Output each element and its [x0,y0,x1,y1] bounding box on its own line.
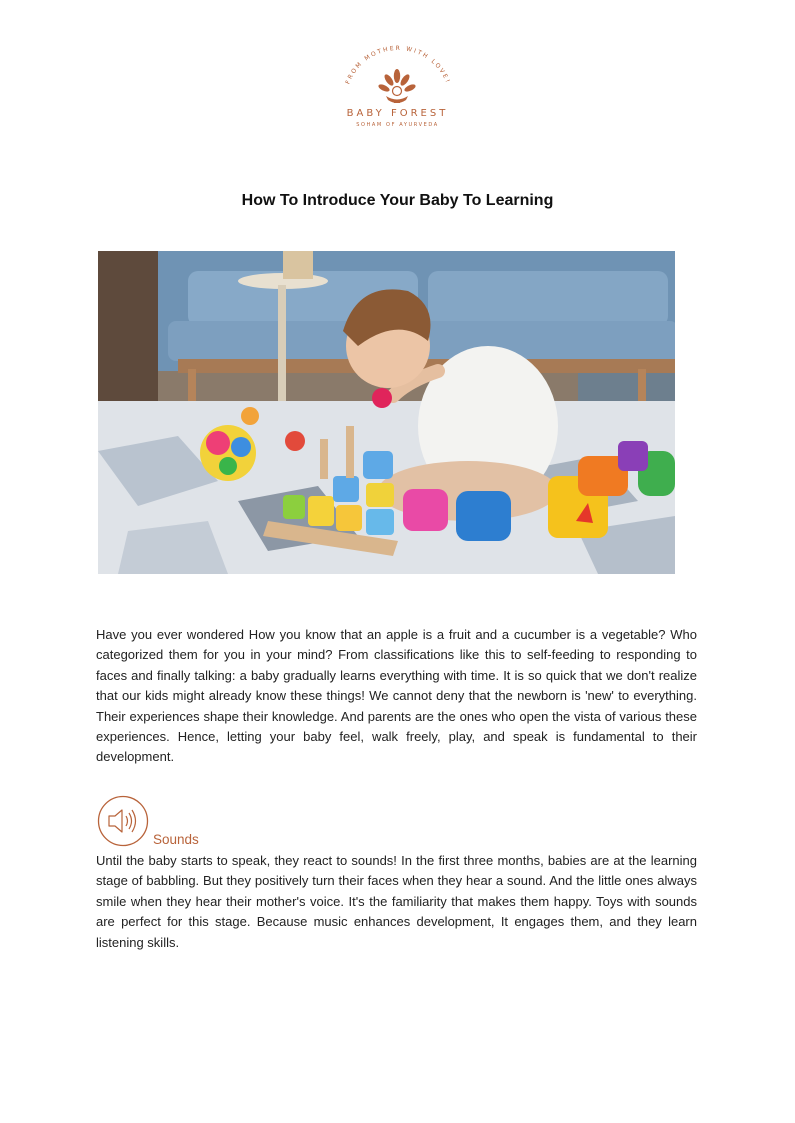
intro-paragraph: Have you ever wondered How you know that an apple is a fruit and a cucumber is a vegetable? Who categorized them for you in your mind? From classifications like this to self-feeding to responding to faces and finally talking: a baby gradually learns everything with time. It is so quick that we don't realize that our kids might already know these things! We cannot deny that the newborn is 'new' to everything. Their experiences shape their knowledge. And parents are the ones who open the vista of various these experiences. Hence, letting your baby feel, walk freely, play, and speak is fundamental to their development. [96,627,697,765]
page-title: How To Introduce Your Baby To Learning [241,192,554,209]
section-body-sounds: Until the baby starts to speak, they react to sounds! In the first three months, babies are at the learning stage of babbling. But they positively turn their faces when they hear a sound. And the little ones always smile when they hear their mother's voice. It's the familiarity that makes them happy. Toys with sounds are perfect for this stage. Because music enhances development, It engages them, and they learn listening skills. [96,853,697,950]
logo-arc-text: FROM MOTHER WITH LOVE! [344,44,452,86]
speaker-icon [97,795,149,847]
hero-image [98,251,675,574]
section-heading-sounds: Sounds [153,832,199,847]
tree-emblem [377,69,416,103]
brand-name: BABY FOREST [346,108,449,119]
brand-tagline: SOHAM OF AYURVEDA [356,122,439,128]
